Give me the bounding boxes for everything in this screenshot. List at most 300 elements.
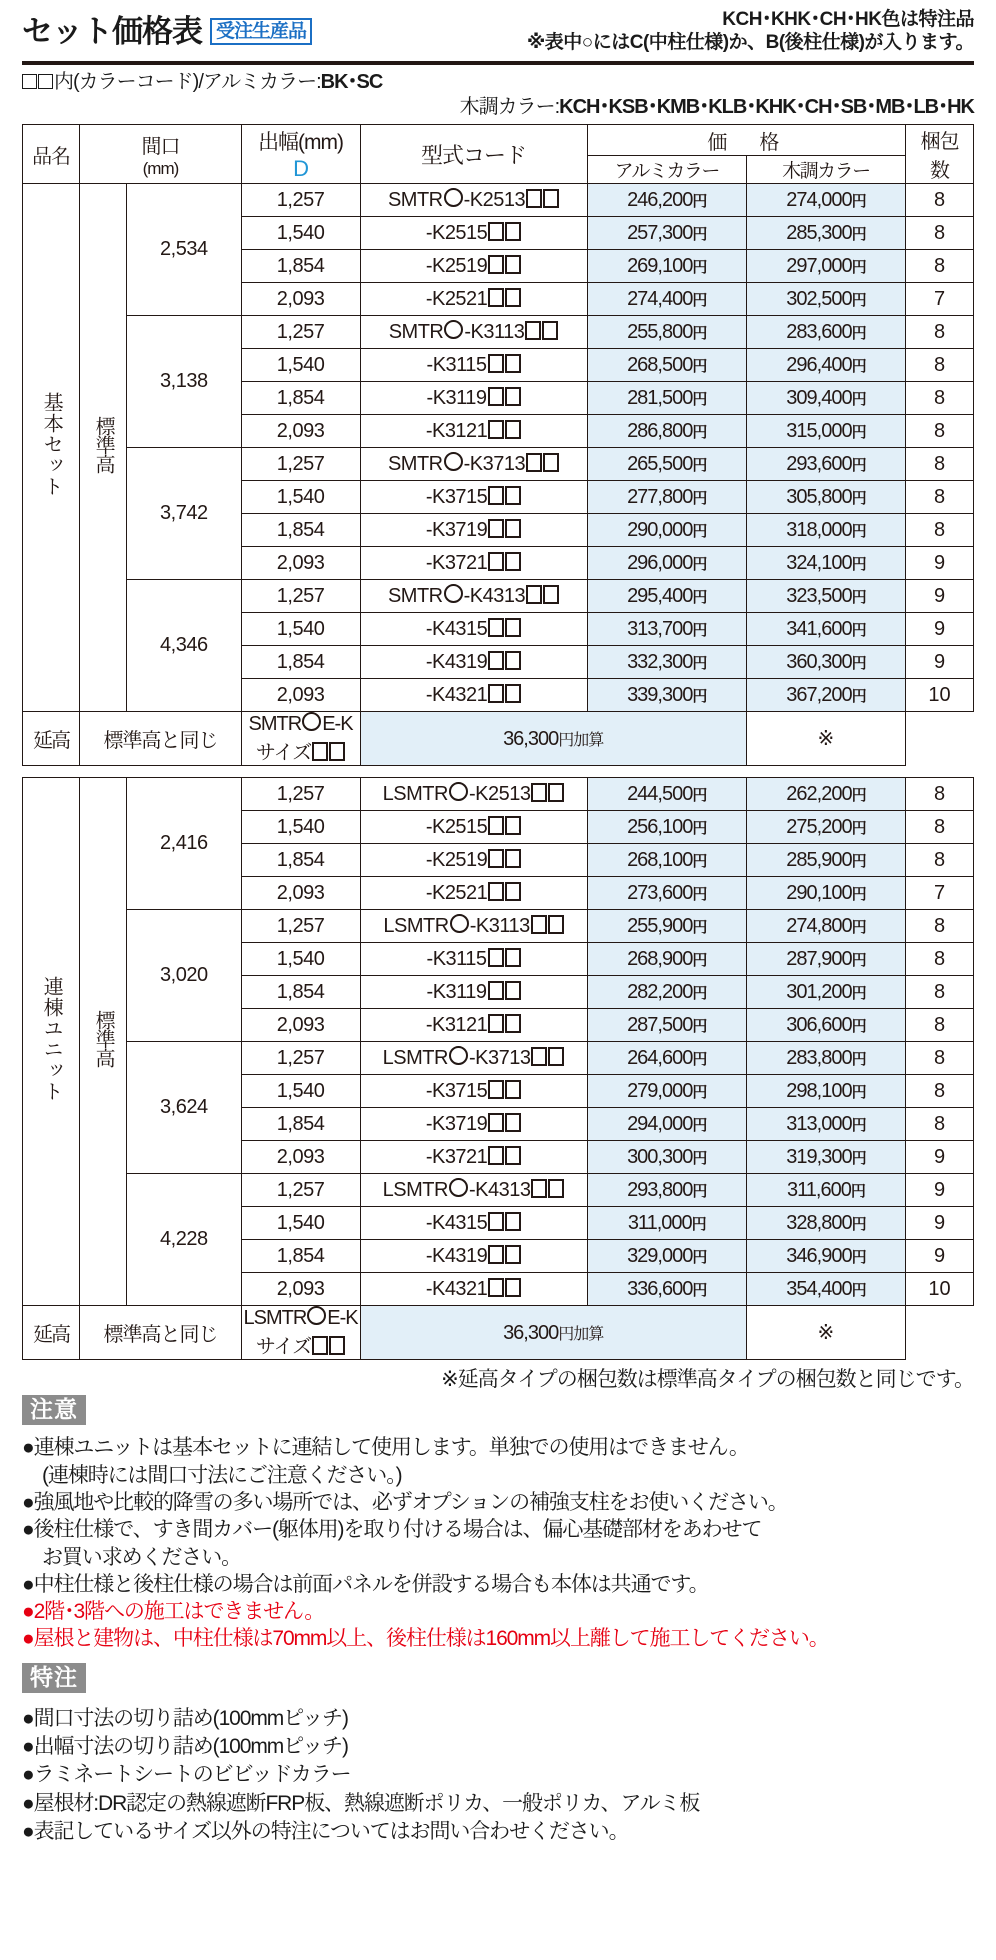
square-placeholder-icon — [505, 486, 521, 505]
yen-symbol: 円 — [692, 588, 707, 606]
square-placeholder-icon — [505, 420, 521, 439]
price-value: 339,300 — [627, 683, 693, 706]
yen-symbol: 円 — [692, 984, 707, 1002]
yen-symbol: 円 — [692, 951, 707, 969]
yen-symbol: 円 — [692, 192, 707, 210]
yen-symbol: 円 — [851, 852, 866, 870]
square-placeholder-icon — [526, 585, 542, 604]
square-placeholder-icon — [505, 981, 521, 1000]
code-prefix: SMTR — [387, 189, 443, 212]
col-header-pack-unit: 数 — [930, 160, 950, 183]
yen-symbol: 円 — [692, 885, 707, 903]
cell-depth: 1,257 — [241, 580, 360, 613]
code-body: -K3715 — [425, 1079, 488, 1102]
yen-symbol: 円 — [692, 357, 707, 375]
cell-depth: 2,093 — [241, 1009, 360, 1042]
price-value: 282,200 — [627, 980, 693, 1003]
col-header-price: 価 格 — [587, 125, 905, 156]
square-placeholder-icon — [531, 1179, 547, 1198]
table-gap — [22, 766, 974, 773]
price-value: 283,800 — [786, 1046, 852, 1069]
table-row — [23, 580, 974, 613]
price-value: 287,900 — [786, 947, 852, 970]
yen-symbol: 円 — [692, 687, 707, 705]
price-value: 319,300 — [786, 1145, 852, 1168]
code-body: -K2513 — [463, 189, 526, 212]
cell-price-wood — [746, 1207, 905, 1240]
square-placeholder-icon — [329, 742, 345, 761]
cell-price-wood — [746, 283, 905, 316]
cell-price-wood — [746, 943, 905, 976]
price-value: 296,000 — [627, 551, 693, 574]
square-placeholder-icon — [543, 453, 559, 472]
cell-depth: 1,854 — [241, 1240, 360, 1273]
cell-pack: 9 — [906, 580, 974, 613]
price-value: 36,300 — [503, 1321, 559, 1344]
yen-symbol: 円 — [692, 522, 707, 540]
cell-price-wood — [746, 1042, 905, 1075]
price-value: 274,800 — [786, 914, 852, 937]
cell-price-wood — [746, 349, 905, 382]
square-placeholder-icon — [505, 519, 521, 538]
price-value: 311,000 — [627, 1211, 692, 1234]
square-placeholder-icon — [505, 288, 521, 307]
square-placeholder-icon — [488, 1278, 504, 1297]
document-header — [22, 0, 974, 54]
price-value: 324,100 — [786, 551, 852, 574]
cell-depth: 2,093 — [241, 1273, 360, 1306]
extension-model-code — [241, 712, 360, 766]
cell-pack: 9 — [906, 1174, 974, 1207]
group-width: 3,742 — [127, 448, 242, 580]
price-value: 329,000 — [627, 1244, 693, 1267]
cell-price-aluminum — [587, 415, 746, 448]
price-value: 281,500 — [627, 386, 693, 409]
square-placeholder-icon — [488, 948, 504, 967]
square-placeholder-icon — [488, 684, 504, 703]
extension-label: 延高 — [23, 712, 80, 766]
special-order-item: ●屋根材:DR認定の熱線遮断FRP板、熱線遮断ポリカ、一般ポリカ、アルミ板 — [22, 1791, 700, 1815]
yen-symbol: 円 — [851, 291, 866, 309]
price-value: 318,000 — [786, 518, 852, 541]
cell-model-code — [360, 250, 587, 283]
yen-symbol: 円 — [851, 654, 866, 672]
code-body: -K4315 — [425, 617, 488, 640]
cell-price-aluminum — [587, 1174, 746, 1207]
square-placeholder-icon — [488, 1113, 504, 1132]
cell-price-wood — [746, 316, 905, 349]
page-title: セット価格表 — [22, 14, 202, 49]
price-value: 256,100 — [627, 815, 693, 838]
cell-depth: 1,257 — [241, 184, 360, 217]
cell-price-aluminum — [587, 1009, 746, 1042]
cell-pack: 8 — [906, 943, 974, 976]
square-placeholder-icon — [505, 1278, 521, 1297]
price-value: 346,900 — [786, 1244, 852, 1267]
code-body: -K2521 — [425, 287, 488, 310]
col-header-pack — [906, 125, 974, 184]
price-value: 313,000 — [786, 1112, 852, 1135]
yen-symbol: 円 — [692, 555, 707, 573]
special-order-item: ●間口寸法の切り詰め(100mmピッチ) — [22, 1706, 348, 1730]
yen-symbol: 円 — [850, 1182, 865, 1200]
cell-price-wood — [746, 415, 905, 448]
cell-depth: 1,540 — [241, 481, 360, 514]
cell-price-aluminum — [587, 349, 746, 382]
price-value: 360,300 — [786, 650, 852, 673]
group-width: 3,624 — [127, 1042, 242, 1174]
cell-depth: 1,540 — [241, 217, 360, 250]
col-header-width-label: 間口 — [141, 135, 180, 158]
cell-model-code — [360, 217, 587, 250]
circle-placeholder-icon — [444, 188, 463, 207]
cell-pack: 8 — [906, 1042, 974, 1075]
cell-pack: 8 — [906, 415, 974, 448]
yen-symbol: 円 — [851, 456, 866, 474]
cell-model-code — [360, 415, 587, 448]
cell-price-wood — [746, 844, 905, 877]
cell-price-wood — [746, 613, 905, 646]
square-placeholder-icon — [505, 1245, 521, 1264]
cell-depth: 1,257 — [241, 1042, 360, 1075]
circle-placeholder-icon — [449, 1178, 468, 1197]
caution-item: お買い求めください。 — [42, 1545, 241, 1569]
code-body: -K3119 — [426, 386, 487, 409]
square-placeholder-icon — [505, 354, 521, 373]
cell-model-code — [360, 547, 587, 580]
extension-dimension: 標準高と同じ — [80, 1306, 241, 1360]
code-body: -K3121 — [425, 1013, 488, 1036]
cell-price-aluminum — [587, 448, 746, 481]
cell-model-code — [360, 844, 587, 877]
group-width: 3,138 — [127, 316, 242, 448]
square-placeholder-icon — [548, 1179, 564, 1198]
yen-symbol: 円 — [851, 885, 866, 903]
yen-symbol: 円 — [851, 555, 866, 573]
price-value: 290,000 — [627, 518, 693, 541]
yen-symbol: 円 — [851, 786, 866, 804]
yen-symbol: 円 — [692, 654, 707, 672]
price-table-basic-set — [22, 124, 974, 766]
price-value: 294,000 — [627, 1112, 693, 1135]
cell-price-aluminum — [587, 547, 746, 580]
yen-symbol: 円 — [692, 225, 707, 243]
special-order-tag-bar — [22, 1663, 974, 1693]
price-value: 286,800 — [627, 419, 693, 442]
code-body: -K2515 — [425, 815, 488, 838]
cell-depth: 1,540 — [241, 349, 360, 382]
caution-notes — [22, 1434, 974, 1652]
special-order-tag: 特注 — [22, 1663, 86, 1693]
square-placeholder-icon — [312, 742, 328, 761]
square-placeholder-icon — [505, 1113, 521, 1132]
table-row — [23, 316, 974, 349]
cell-pack: 7 — [906, 877, 974, 910]
cell-price-wood — [746, 910, 905, 943]
price-value: 301,200 — [786, 980, 852, 1003]
group-width: 2,416 — [127, 778, 242, 910]
col-header-model-code: 型式コード — [360, 125, 587, 184]
cell-pack: 10 — [906, 1273, 974, 1306]
cell-price-aluminum — [587, 679, 746, 712]
code-body: -K4321 — [425, 683, 488, 706]
price-table-extension-unit — [22, 777, 974, 1360]
cell-pack: 7 — [906, 283, 974, 316]
price-value: 244,500 — [627, 782, 693, 805]
square-placeholder-icon — [531, 783, 547, 802]
cell-price-aluminum — [587, 877, 746, 910]
square-placeholder-icon — [548, 1047, 564, 1066]
cell-pack: 9 — [906, 613, 974, 646]
cell-price-wood — [746, 250, 905, 283]
price-value: 341,600 — [786, 617, 852, 640]
cell-price-aluminum — [587, 1108, 746, 1141]
code-body: -K3113 — [469, 915, 530, 938]
wood-color-line — [22, 95, 974, 120]
code-body: -K4313 — [463, 585, 526, 608]
code-prefix: LSMTR — [383, 915, 449, 938]
cell-depth: 1,854 — [241, 514, 360, 547]
yen-symbol: 円 — [851, 1248, 866, 1266]
circle-placeholder-icon — [450, 914, 469, 933]
cell-pack: 8 — [906, 811, 974, 844]
price-value: 255,800 — [627, 320, 693, 343]
cell-model-code — [360, 976, 587, 1009]
cell-price-aluminum — [587, 580, 746, 613]
code-body: -K4319 — [425, 1244, 488, 1267]
price-value: 306,600 — [786, 1013, 852, 1036]
square-placeholder-icon — [505, 882, 521, 901]
special-order-item: ●出幅寸法の切り詰め(100mmピッチ) — [22, 1735, 348, 1759]
cell-model-code — [360, 1174, 587, 1207]
yen-symbol: 円 — [851, 522, 866, 540]
yen-symbol: 円 — [692, 489, 707, 507]
cell-price-aluminum — [587, 1240, 746, 1273]
cell-model-code — [360, 646, 587, 679]
cell-model-code — [360, 1108, 587, 1141]
yen-symbol: 円 — [851, 1281, 866, 1299]
code-prefix: SMTR — [387, 585, 443, 608]
cell-model-code — [360, 1207, 587, 1240]
yen-symbol: 円 — [851, 588, 866, 606]
cell-depth: 1,257 — [241, 316, 360, 349]
section-name-label: 基本セット — [40, 392, 63, 498]
code-body: -K3113 — [464, 321, 525, 344]
price-value: 268,500 — [627, 353, 693, 376]
price-value: 367,200 — [786, 683, 852, 706]
yen-symbol: 円 — [692, 291, 707, 309]
square-placeholder-icon — [505, 849, 521, 868]
special-order-item: ●表記しているサイズ以外の特注についてはお問い合わせください。 — [22, 1820, 629, 1844]
made-to-order-badge: 受注生産品 — [210, 18, 312, 46]
code-body: -K3719 — [425, 518, 488, 541]
yen-symbol: 円 — [692, 918, 707, 936]
price-value: 300,300 — [627, 1145, 693, 1168]
code-body: E-Kサイズ — [255, 713, 353, 765]
cell-depth: 2,093 — [241, 283, 360, 316]
yen-symbol: 円 — [851, 951, 866, 969]
cell-pack: 8 — [906, 217, 974, 250]
caution-tag-bar — [22, 1395, 974, 1425]
cell-price-aluminum — [587, 646, 746, 679]
cell-pack: 9 — [906, 1141, 974, 1174]
cell-price-wood — [746, 811, 905, 844]
code-body: -K3121 — [425, 419, 488, 442]
cell-price-wood — [746, 1141, 905, 1174]
col-header-width-unit: (mm) — [142, 158, 179, 178]
price-value: 315,000 — [786, 419, 852, 442]
caution-item: (連棟時には間口寸法にご注意ください。) — [42, 1463, 402, 1487]
cell-price-aluminum — [587, 1141, 746, 1174]
code-body: -K3115 — [426, 947, 487, 970]
cell-pack: 8 — [906, 778, 974, 811]
square-placeholder-icon — [488, 387, 504, 406]
price-value: 293,600 — [786, 452, 852, 475]
yen-symbol: 円 — [692, 621, 707, 639]
price-value: 354,400 — [786, 1277, 852, 1300]
cell-pack: 10 — [906, 679, 974, 712]
price-value: 313,700 — [627, 617, 693, 640]
cell-price-aluminum — [587, 514, 746, 547]
circle-placeholder-icon — [444, 320, 463, 339]
cell-depth: 1,854 — [241, 250, 360, 283]
caution-item: ●連棟ユニットは基本セットに連結して使用します。単独での使用はできません。 — [22, 1436, 749, 1460]
yen-symbol: 円 — [851, 324, 866, 342]
square-placeholder-icon — [488, 618, 504, 637]
wood-color-values: KCH･KSB･KMB･KLB･KHK･CH･SB･MB･LB･HK — [559, 96, 974, 119]
cell-model-code — [360, 481, 587, 514]
circle-placeholder-icon — [307, 1306, 326, 1325]
price-value: 309,400 — [786, 386, 852, 409]
square-placeholder-icon — [488, 255, 504, 274]
code-body: -K3119 — [426, 980, 487, 1003]
square-placeholder-icon — [488, 882, 504, 901]
cell-pack: 8 — [906, 250, 974, 283]
color-code-label: 内(カラーコード)/アルミカラー: — [54, 71, 321, 94]
header-divider — [22, 61, 974, 65]
cell-model-code — [360, 1075, 587, 1108]
cell-price-aluminum — [587, 1273, 746, 1306]
square-placeholder-icon — [505, 816, 521, 835]
yen-symbol: 円 — [851, 489, 866, 507]
cell-pack: 8 — [906, 382, 974, 415]
col-header-width — [80, 125, 241, 184]
code-prefix: LSMTR — [243, 1307, 307, 1330]
col-header-pack-label: 梱包 — [920, 131, 959, 154]
group-width: 3,020 — [127, 910, 242, 1042]
cell-price-wood — [746, 547, 905, 580]
price-value: 305,800 — [786, 485, 852, 508]
square-placeholder-icon — [505, 1146, 521, 1165]
cell-price-wood — [746, 184, 905, 217]
cell-price-aluminum — [587, 976, 746, 1009]
cell-model-code — [360, 1273, 587, 1306]
yen-symbol: 円 — [692, 1050, 707, 1068]
caution-tag: 注意 — [22, 1395, 86, 1425]
square-placeholder-icon — [548, 915, 564, 934]
section-name-label: 連棟ユニット — [40, 975, 63, 1102]
cell-price-wood — [746, 1240, 905, 1273]
col-header-depth — [241, 125, 360, 184]
square-placeholder-icon — [505, 684, 521, 703]
square-placeholder-icon — [531, 1047, 547, 1066]
code-body: -K2513 — [468, 783, 531, 806]
circle-symbol-note: ※表中○にはC(中柱仕様)か、B(後柱仕様)が入ります。 — [526, 32, 974, 54]
cell-pack: 8 — [906, 910, 974, 943]
price-value: 297,000 — [786, 254, 852, 277]
cell-price-wood — [746, 448, 905, 481]
cell-price-wood — [746, 382, 905, 415]
extension-model-code — [241, 1306, 360, 1360]
square-placeholder-icon — [526, 189, 542, 208]
price-value: 332,300 — [627, 650, 693, 673]
square-placeholder-icon — [488, 1146, 504, 1165]
price-value: 277,800 — [627, 485, 693, 508]
cell-depth: 1,854 — [241, 976, 360, 1009]
code-prefix: SMTR — [248, 713, 302, 736]
yen-symbol: 円 — [692, 819, 707, 837]
cell-price-aluminum — [587, 316, 746, 349]
cell-price-wood — [746, 217, 905, 250]
cell-price-aluminum — [587, 811, 746, 844]
price-value: 293,800 — [627, 1178, 693, 1201]
cell-price-wood — [746, 679, 905, 712]
cell-depth: 2,093 — [241, 547, 360, 580]
cell-depth: 1,854 — [241, 646, 360, 679]
price-value: 274,000 — [786, 188, 852, 211]
yen-symbol: 円 — [691, 1215, 706, 1233]
cell-price-aluminum — [587, 283, 746, 316]
square-placeholder-icon — [548, 783, 564, 802]
price-value: 279,000 — [627, 1079, 693, 1102]
square-placeholder-icon — [505, 1014, 521, 1033]
square-placeholder-icon — [543, 189, 559, 208]
section-height-label: 標準高 — [92, 416, 115, 474]
cell-depth: 2,093 — [241, 1141, 360, 1174]
code-body: -K2521 — [425, 881, 488, 904]
cell-pack: 9 — [906, 1240, 974, 1273]
aluminum-color-values: BK･SC — [320, 71, 383, 94]
cell-depth: 2,093 — [241, 415, 360, 448]
col-header-depth-label: 出幅(mm) — [258, 131, 344, 155]
code-body: -K3715 — [425, 485, 488, 508]
cell-model-code — [360, 349, 587, 382]
square-placeholder-icon — [488, 552, 504, 571]
cell-depth: 1,854 — [241, 382, 360, 415]
cell-price-aluminum — [587, 1207, 746, 1240]
cell-depth: 1,854 — [241, 844, 360, 877]
title-group — [22, 8, 312, 47]
square-placeholder-icon — [531, 915, 547, 934]
cell-pack: 8 — [906, 481, 974, 514]
cell-pack: 8 — [906, 976, 974, 1009]
code-body: -K4313 — [468, 1179, 531, 1202]
yen-symbol: 円 — [692, 1116, 707, 1134]
extension-price — [360, 1306, 746, 1360]
cell-price-aluminum — [587, 778, 746, 811]
yen-symbol: 円 — [851, 1149, 866, 1167]
caution-item: ●後柱仕様で、すき間カバー(躯体用)を取り付ける場合は、偏心基礎部材をあわせて — [22, 1518, 762, 1542]
code-prefix: LSMTR — [382, 1047, 448, 1070]
table-footnote: ※延高タイプの梱包数は標準高タイプの梱包数と同じです。 — [441, 1368, 974, 1392]
price-value: 287,500 — [627, 1013, 693, 1036]
wood-color-label: 木調カラー: — [459, 96, 560, 119]
section-height-basic — [80, 184, 127, 712]
yen-symbol: 円 — [851, 819, 866, 837]
extension-price — [360, 712, 746, 766]
cell-depth: 1,257 — [241, 778, 360, 811]
price-suffix: 円加算 — [558, 731, 604, 749]
